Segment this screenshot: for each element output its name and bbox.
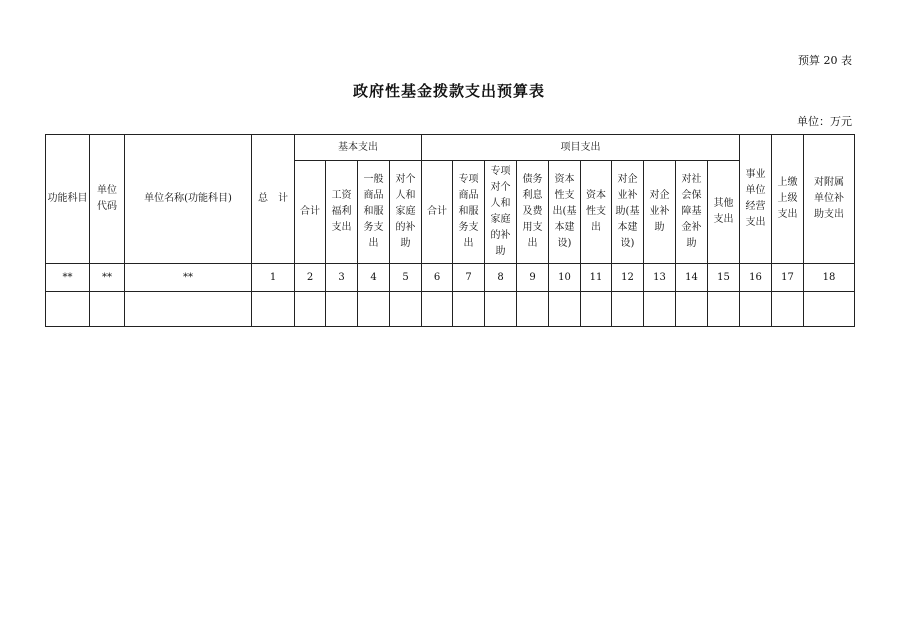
data-cell — [804, 292, 855, 327]
header-basic-col: 一般商品和服务支出 — [358, 161, 390, 264]
form-number: 预算 20 表 — [798, 54, 852, 67]
page-title: 政府性基金拨款支出预算表 — [352, 82, 545, 100]
header-project-col: 债务利息及费用支出 — [517, 161, 549, 264]
data-cell — [485, 292, 517, 327]
header-unit-name: 单位名称(功能科目) — [125, 135, 252, 264]
index-cell: 17 — [772, 264, 804, 292]
index-cell: 15 — [708, 264, 740, 292]
header-project-col: 专项商品和服务支出 — [453, 161, 485, 264]
data-cell — [326, 292, 358, 327]
index-cell: 3 — [326, 264, 358, 292]
data-cell — [644, 292, 676, 327]
header-basic-col: 工资福利支出 — [326, 161, 358, 264]
data-cell — [708, 292, 740, 327]
header-functional-subject: 功能科目 — [46, 135, 90, 264]
header-total: 总 计 — [252, 135, 295, 264]
index-cell: 10 — [549, 264, 581, 292]
header-project-col: 资本性支出 — [581, 161, 612, 264]
header-project-col: 其他支出 — [708, 161, 740, 264]
index-cell: 16 — [740, 264, 772, 292]
header-business-expense: 事业单位经营支出 — [740, 135, 772, 264]
index-cell: 8 — [485, 264, 517, 292]
header-project-col: 合计 — [422, 161, 453, 264]
index-cell: 1 — [252, 264, 295, 292]
data-cell — [453, 292, 485, 327]
data-cell — [772, 292, 804, 327]
index-cell: ** — [46, 264, 90, 292]
header-subsidiary-subsidy: 对附属单位补助支出 — [804, 135, 855, 264]
index-cell: 5 — [390, 264, 422, 292]
data-cell — [581, 292, 612, 327]
data-cell — [358, 292, 390, 327]
header-basic-col: 对个人和家庭的补助 — [390, 161, 422, 264]
header-project-col: 对企业补助 — [644, 161, 676, 264]
index-cell: 2 — [295, 264, 326, 292]
header-unit-code: 单位代码 — [90, 135, 125, 264]
header-project-col: 专项对个人和家庭的补助 — [485, 161, 517, 264]
data-cell — [517, 292, 549, 327]
header-project-col: 对企业补助(基本建设) — [612, 161, 644, 264]
index-cell: 11 — [581, 264, 612, 292]
index-cell: 6 — [422, 264, 453, 292]
header-project-col: 资本性支出(基本建设) — [549, 161, 581, 264]
unit-label: 单位：万元 — [797, 115, 852, 128]
index-cell: 18 — [804, 264, 855, 292]
data-cell — [90, 292, 125, 327]
header-basic-col: 合计 — [295, 161, 326, 264]
index-cell: 7 — [453, 264, 485, 292]
data-cell — [46, 292, 90, 327]
data-cell — [422, 292, 453, 327]
index-cell: ** — [90, 264, 125, 292]
data-cell — [549, 292, 581, 327]
data-cell — [295, 292, 326, 327]
data-cell — [125, 292, 252, 327]
index-cell: 4 — [358, 264, 390, 292]
data-cell — [740, 292, 772, 327]
data-cell — [252, 292, 295, 327]
index-cell: 13 — [644, 264, 676, 292]
header-group-project: 项目支出 — [422, 135, 740, 161]
header-row-1 — [46, 135, 855, 161]
data-cell — [676, 292, 708, 327]
index-cell: 12 — [612, 264, 644, 292]
budget-table — [45, 134, 855, 327]
index-cell: 14 — [676, 264, 708, 292]
header-project-col: 对社会保障基金补助 — [676, 161, 708, 264]
data-cell — [612, 292, 644, 327]
data-cell — [390, 292, 422, 327]
index-cell: 9 — [517, 264, 549, 292]
index-row — [46, 264, 855, 292]
header-upper-payment: 上缴上级支出 — [772, 135, 804, 264]
empty-data-row — [46, 292, 855, 327]
index-cell: ** — [125, 264, 252, 292]
header-group-basic: 基本支出 — [295, 135, 422, 161]
